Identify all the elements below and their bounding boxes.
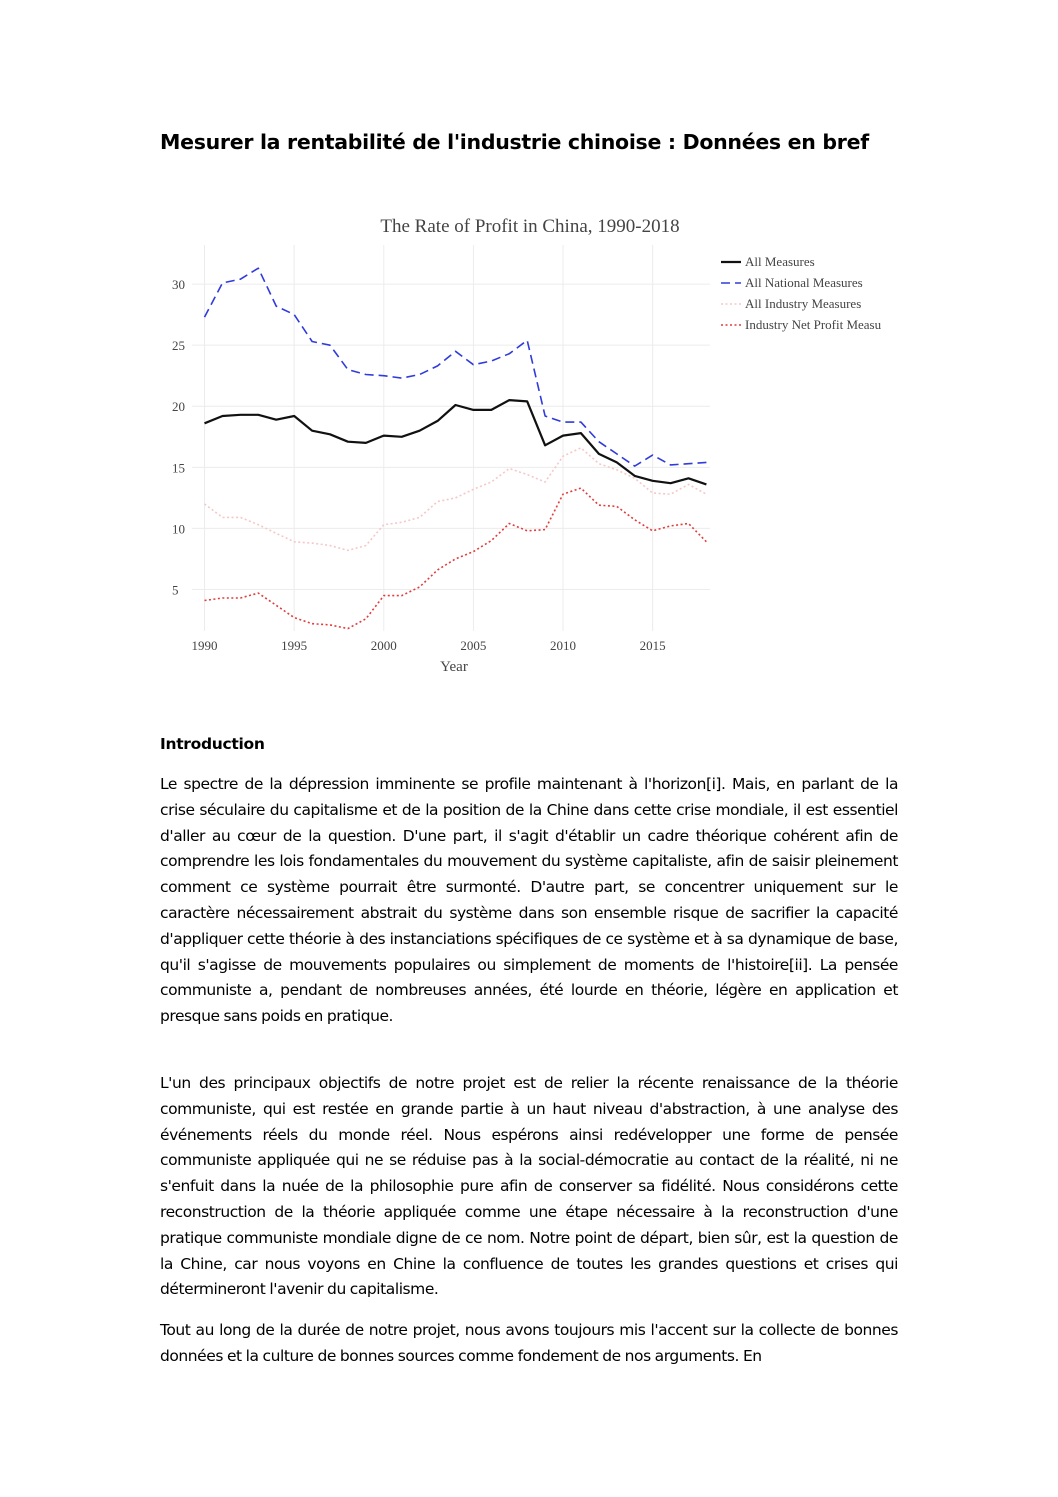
legend-label-4: Industry Net Profit Measu <box>745 317 882 332</box>
chart-title: The Rate of Profit in China, 1990-2018 <box>380 216 680 237</box>
y-tick-label: 15 <box>172 460 185 476</box>
section-heading: Introduction <box>160 735 265 753</box>
legend-label-1: All Measures <box>745 254 815 269</box>
y-tick-label: 30 <box>172 277 185 293</box>
chart-series <box>205 268 707 628</box>
series-line-1 <box>205 400 707 484</box>
x-tick-label: 1990 <box>191 638 218 653</box>
y-tick-label: 5 <box>172 582 179 598</box>
paragraph-3: Tout au long de la durée de notre projet, nous avons toujours mis l'accent sur la collecte de bonnes données et la culture de bonnes sources comme fondement de nos arguments. En <box>160 1321 898 1365</box>
series-line-3 <box>205 448 707 551</box>
paragraph-2: L'un des principaux objectifs de notre projet est de relier la récente renaissance de la théorie communiste, qui est restée en grande partie à un haut niveau d'abstraction, à une analyse des événements réels du monde réel. Nous espérons ainsi redévelopper une forme de pensée communiste appliquée qui ne se réduise pas à la social-démocratie au contact de la réalité, ni ne s'enfuit dans la nuée de la philosophie pure afin de conserver sa fidélité. Nous considérons cette reconstruction de la théorie appliquée comme une étape nécessaire à la reconstruction d'une pratique communiste mondiale digne de ce nom. Notre point de départ, bien sûr, est la question de la Chine, car nous voyons en Chine la confluence de toutes les grandes questions et crises qui détermineront l'avenir du capitalisme. <box>160 1074 898 1299</box>
x-tick-label: 1995 <box>281 638 308 653</box>
legend-label-3: All Industry Measures <box>745 296 862 311</box>
chart-legend <box>721 254 882 332</box>
x-tick-label: 2010 <box>550 638 577 653</box>
y-tick-label: 10 <box>172 521 185 537</box>
profit-rate-chart <box>158 205 908 685</box>
chart-canvas <box>158 205 908 685</box>
series-line-2 <box>205 268 707 466</box>
x-tick-label: 2000 <box>370 638 397 653</box>
page-title: Mesurer la rentabilité de l'industrie chinoise : Données en bref <box>160 130 869 154</box>
legend-label-2: All National Measures <box>745 275 863 290</box>
chart-gridlines <box>192 245 710 631</box>
x-axis-label: Year <box>440 659 468 675</box>
series-line-4 <box>205 488 707 628</box>
x-tick-label: 2015 <box>639 638 666 653</box>
x-tick-label: 2005 <box>460 638 487 653</box>
paragraph-1: Le spectre de la dépression imminente se profile maintenant à l'horizon[i]. Mais, en parlant de la crise séculaire du capitalisme et de la position de la Chine dans cette crise mondiale, il est essentiel d'aller au cœur de la question. D'une part, il s'agit d'établir un cadre théorique cohérent afin de comprendre les lois fondamentales du mouvement du système capitaliste, afin de saisir pleinement comment ce système pourrait être surmonté. D'autre part, se concentrer uniquement sur le caractère nécessairement abstrait du système dans son ensemble risque de sacrifier la capacité d'appliquer cette théorie à des instanciations spécifiques de ce système et à sa dynamique de base, qu'il s'agisse de mouvements populaires ou simplement de moments de l'histoire[ii]. La pensée communiste a, pendant de nombreuses années, été lourde en théorie, légère en application et presque sans poids en pratique. <box>160 775 898 1026</box>
y-tick-label: 20 <box>172 399 185 415</box>
y-tick-label: 25 <box>172 338 185 354</box>
